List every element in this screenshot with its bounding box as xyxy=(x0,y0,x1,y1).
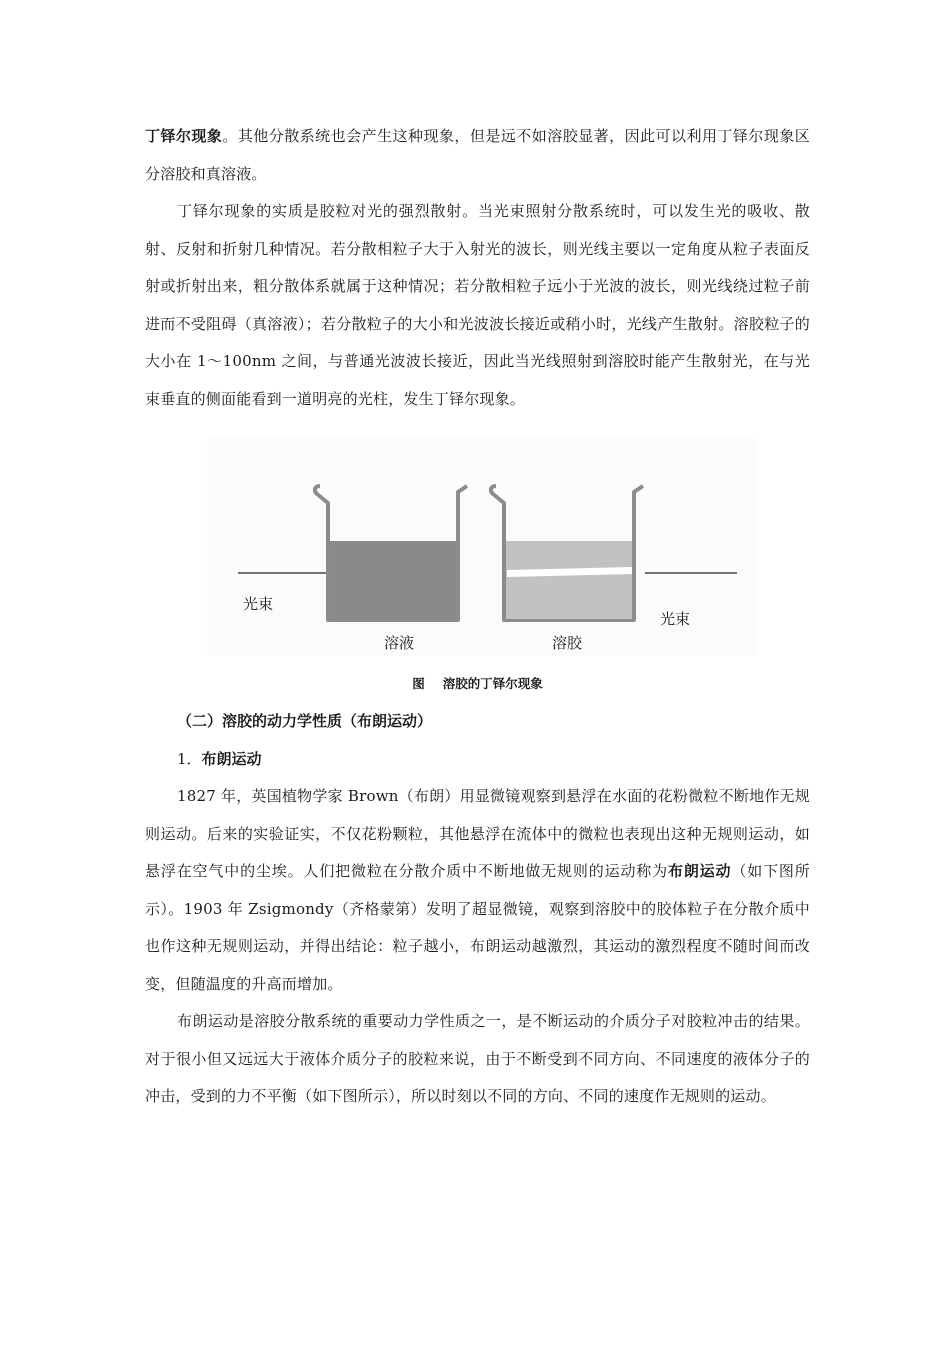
subheading-number: 1． xyxy=(177,749,202,768)
section-heading: （二）溶胶的动力学性质（布朗运动） xyxy=(177,712,433,730)
paragraph-tyndall-intro xyxy=(145,118,810,193)
term-brownian-motion: 布朗运动 xyxy=(667,862,732,880)
label-beam-left: 光束 xyxy=(243,595,274,613)
caption-text: 溶胶的丁铎尔现象 xyxy=(442,676,543,691)
sol-liquid xyxy=(506,541,632,619)
beaker-diagram xyxy=(145,430,810,660)
paragraph-text: 1827 年，英国植物学家 Brown（布朗）用显微镜观察到悬浮在水面的花粉微粒不断地作无规则运动。后来的实验证实，不仅花粉颗粒，其他悬浮在流体中的微粒也表现出这种无规则运动，如悬浮在空气中的尘埃。人们把微粒在分散介质中不断地做无规则的运动称为 xyxy=(145,787,810,880)
label-sol: 溶胶 xyxy=(552,634,583,652)
subheading-title: 布朗运动 xyxy=(201,749,262,768)
paragraph-brownian-history xyxy=(145,778,810,1003)
document-page xyxy=(145,118,810,1116)
figure-caption xyxy=(145,675,810,693)
solution-liquid xyxy=(330,541,456,619)
paragraph-tyndall-essence: 丁铎尔现象的实质是胶粒对光的强烈散射。当光束照射分散系统时，可以发生光的吸收、散射、反射和折射几种情况。若分散相粒子大于入射光的波长，则光线主要以一定角度从粒子表面反射或折射出来，粗分散体系就属于这种情况；若分散相粒子远小于光波的波长，则光线绕过粒子前进而不受阻碍（真溶液）；若分散粒子的大小和光波波长接近或稍小时，光线产生散射。溶胶粒子的大小在 1～100nm 之间，与普通光波波长接近，因此当光线照射到溶胶时能产生散射光，在与光束垂直的侧面能看到一道明亮的光柱，发生丁铎尔现象。 xyxy=(145,202,810,408)
term-tyndall-effect: 丁铎尔现象 xyxy=(145,127,223,145)
label-solution: 溶液 xyxy=(384,634,415,652)
paragraph-text: （如下图所示）。1903 年 Zsigmondy（齐格蒙第）发明了超显微镜，观察到溶胶中的胶体粒子在分散介质中也作这种无规则运动，并得出结论：粒子越小，布朗运动越激烈，其运动的激烈程度不随时间而改变，但随温度的升高而增加。 xyxy=(145,862,810,993)
caption-prefix: 图 xyxy=(412,676,425,691)
paragraph-brownian-cause: 布朗运动是溶胶分散系统的重要动力学性质之一，是不断运动的介质分子对胶粒冲击的结果。对于很小但又远远大于液体介质分子的胶粒来说，由于不断受到不同方向、不同速度的液体分子的冲击，受到的力不平衡（如下图所示），所以时刻以不同的方向、不同的速度作无规则的运动。 xyxy=(145,1012,810,1105)
paragraph-text: 。其他分散系统也会产生这种现象，但是远不如溶胶显著，因此可以利用丁铎尔现象区分溶胶和真溶液。 xyxy=(145,127,810,183)
label-beam-right: 光束 xyxy=(660,610,691,628)
subsection-heading xyxy=(145,741,810,779)
tyndall-figure xyxy=(145,430,810,660)
